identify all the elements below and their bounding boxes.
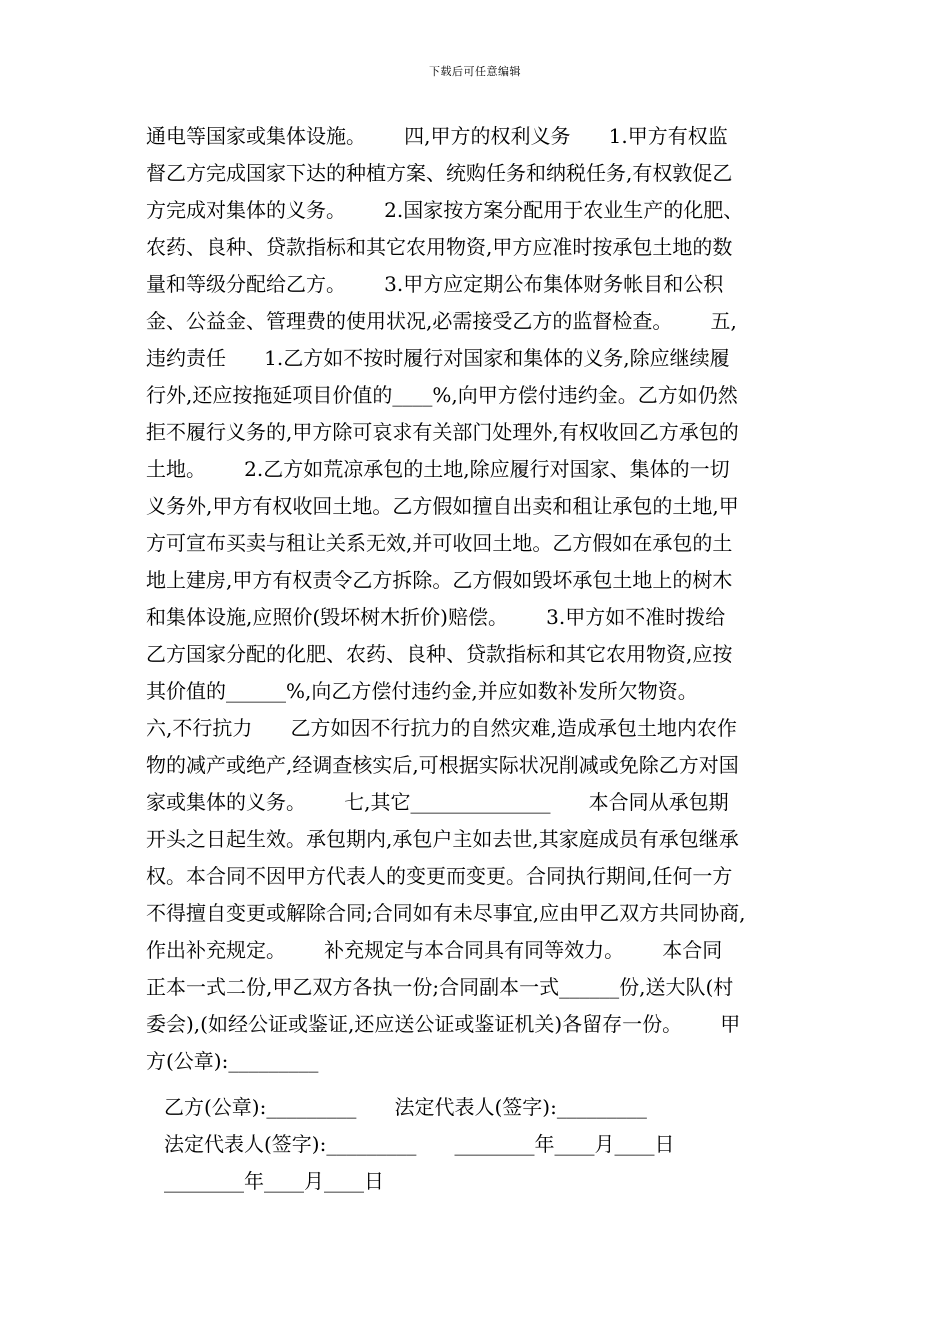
body-line: 拒不履行义务的,甲方除可哀求有关部门处理外,有权收回乙方承包的	[146, 420, 739, 444]
body-line: 不得擅自变更或解除合同;合同如有未尽事宜,应由甲乙双方共同协商,	[146, 901, 746, 925]
body-line: 和集体设施,应照价(毁坏树木折价)赔偿。 3.甲方如不准时拨给	[146, 605, 726, 629]
body-line: 委会),(如经公证或鉴证,还应送公证或鉴证机关)各留存一份。 甲	[146, 1012, 741, 1036]
body-line: 土地。 2.乙方如荒凉承包的土地,除应履行对国家、集体的一切	[146, 457, 730, 481]
body-line: 行外,还应按拖延项目价值的____%,向甲方偿付违约金。乙方如仍然	[146, 383, 738, 407]
body-line: 其价值的______%,向乙方偿付违约金,并应如数补发所欠物资。	[146, 679, 698, 703]
page-header: 下载后可任意编辑	[429, 65, 521, 78]
body-line: 物的减产或绝产,经调查核实后,可根据实际状况削减或免除乙方对国	[146, 753, 739, 777]
signature-line: ________年____月____日	[164, 1169, 384, 1193]
body-line: 权。本合同不因甲方代表人的变更而变更。合同执行期间,任何一方	[146, 864, 733, 888]
body-line: 家或集体的义务。 七,其它______________ 本合同从承包期	[146, 790, 729, 814]
body-line: 农药、良种、贷款指标和其它农用物资,甲方应准时按承包土地的数	[146, 235, 733, 259]
body-line: 金、公益金、管理费的使用状况,必需接受乙方的监督检查。 五,	[146, 309, 737, 333]
body-line: 督乙方完成国家下达的种植方案、统购任务和纳税任务,有权敦促乙	[146, 161, 733, 185]
body-line: 六,不行抗力 乙方如因不行抗力的自然灾难,造成承包土地内农作	[146, 716, 737, 740]
body-line: 通电等国家或集体设施。 四,甲方的权利义务 1.甲方有权监	[146, 124, 728, 148]
body-line: 地上建房,甲方有权责令乙方拆除。乙方假如毁坏承包土地上的树木	[146, 568, 733, 592]
body-line: 方完成对集体的义务。 2.国家按方案分配用于农业生产的化肥、	[146, 198, 744, 222]
body-line: 乙方国家分配的化肥、农药、良种、贷款指标和其它农用物资,应按	[146, 642, 733, 666]
body-line: 量和等级分配给乙方。 3.甲方应定期公布集体财务帐目和公积	[146, 272, 724, 296]
body-line: 作出补充规定。 补充规定与本合同具有同等效力。 本合同	[146, 938, 723, 962]
signature-line: 乙方(公章):_________ 法定代表人(签字):_________	[164, 1095, 647, 1119]
body-line: 义务外,甲方有权收回土地。乙方假如擅自出卖和租让承包的土地,甲	[146, 494, 739, 518]
signature-line: 法定代表人(签字):_________ ________年____月____日	[164, 1132, 675, 1156]
signature-block	[164, 1089, 804, 1200]
body-line: 开头之日起生效。承包期内,承包户主如去世,其家庭成员有承包继承	[146, 827, 739, 851]
body-line: 违约责任 1.乙方如不按时履行对国家和集体的义务,除应继续履	[146, 346, 730, 370]
body-line: 方(公章):_________	[146, 1049, 319, 1073]
body-line: 正本一式二份,甲乙双方各执一份;合同副本一式______份,送大队(村	[146, 975, 734, 999]
body-line: 方可宣布买卖与租让关系无效,并可收回土地。乙方假如在承包的土	[146, 531, 733, 555]
contract-body	[146, 118, 808, 1080]
